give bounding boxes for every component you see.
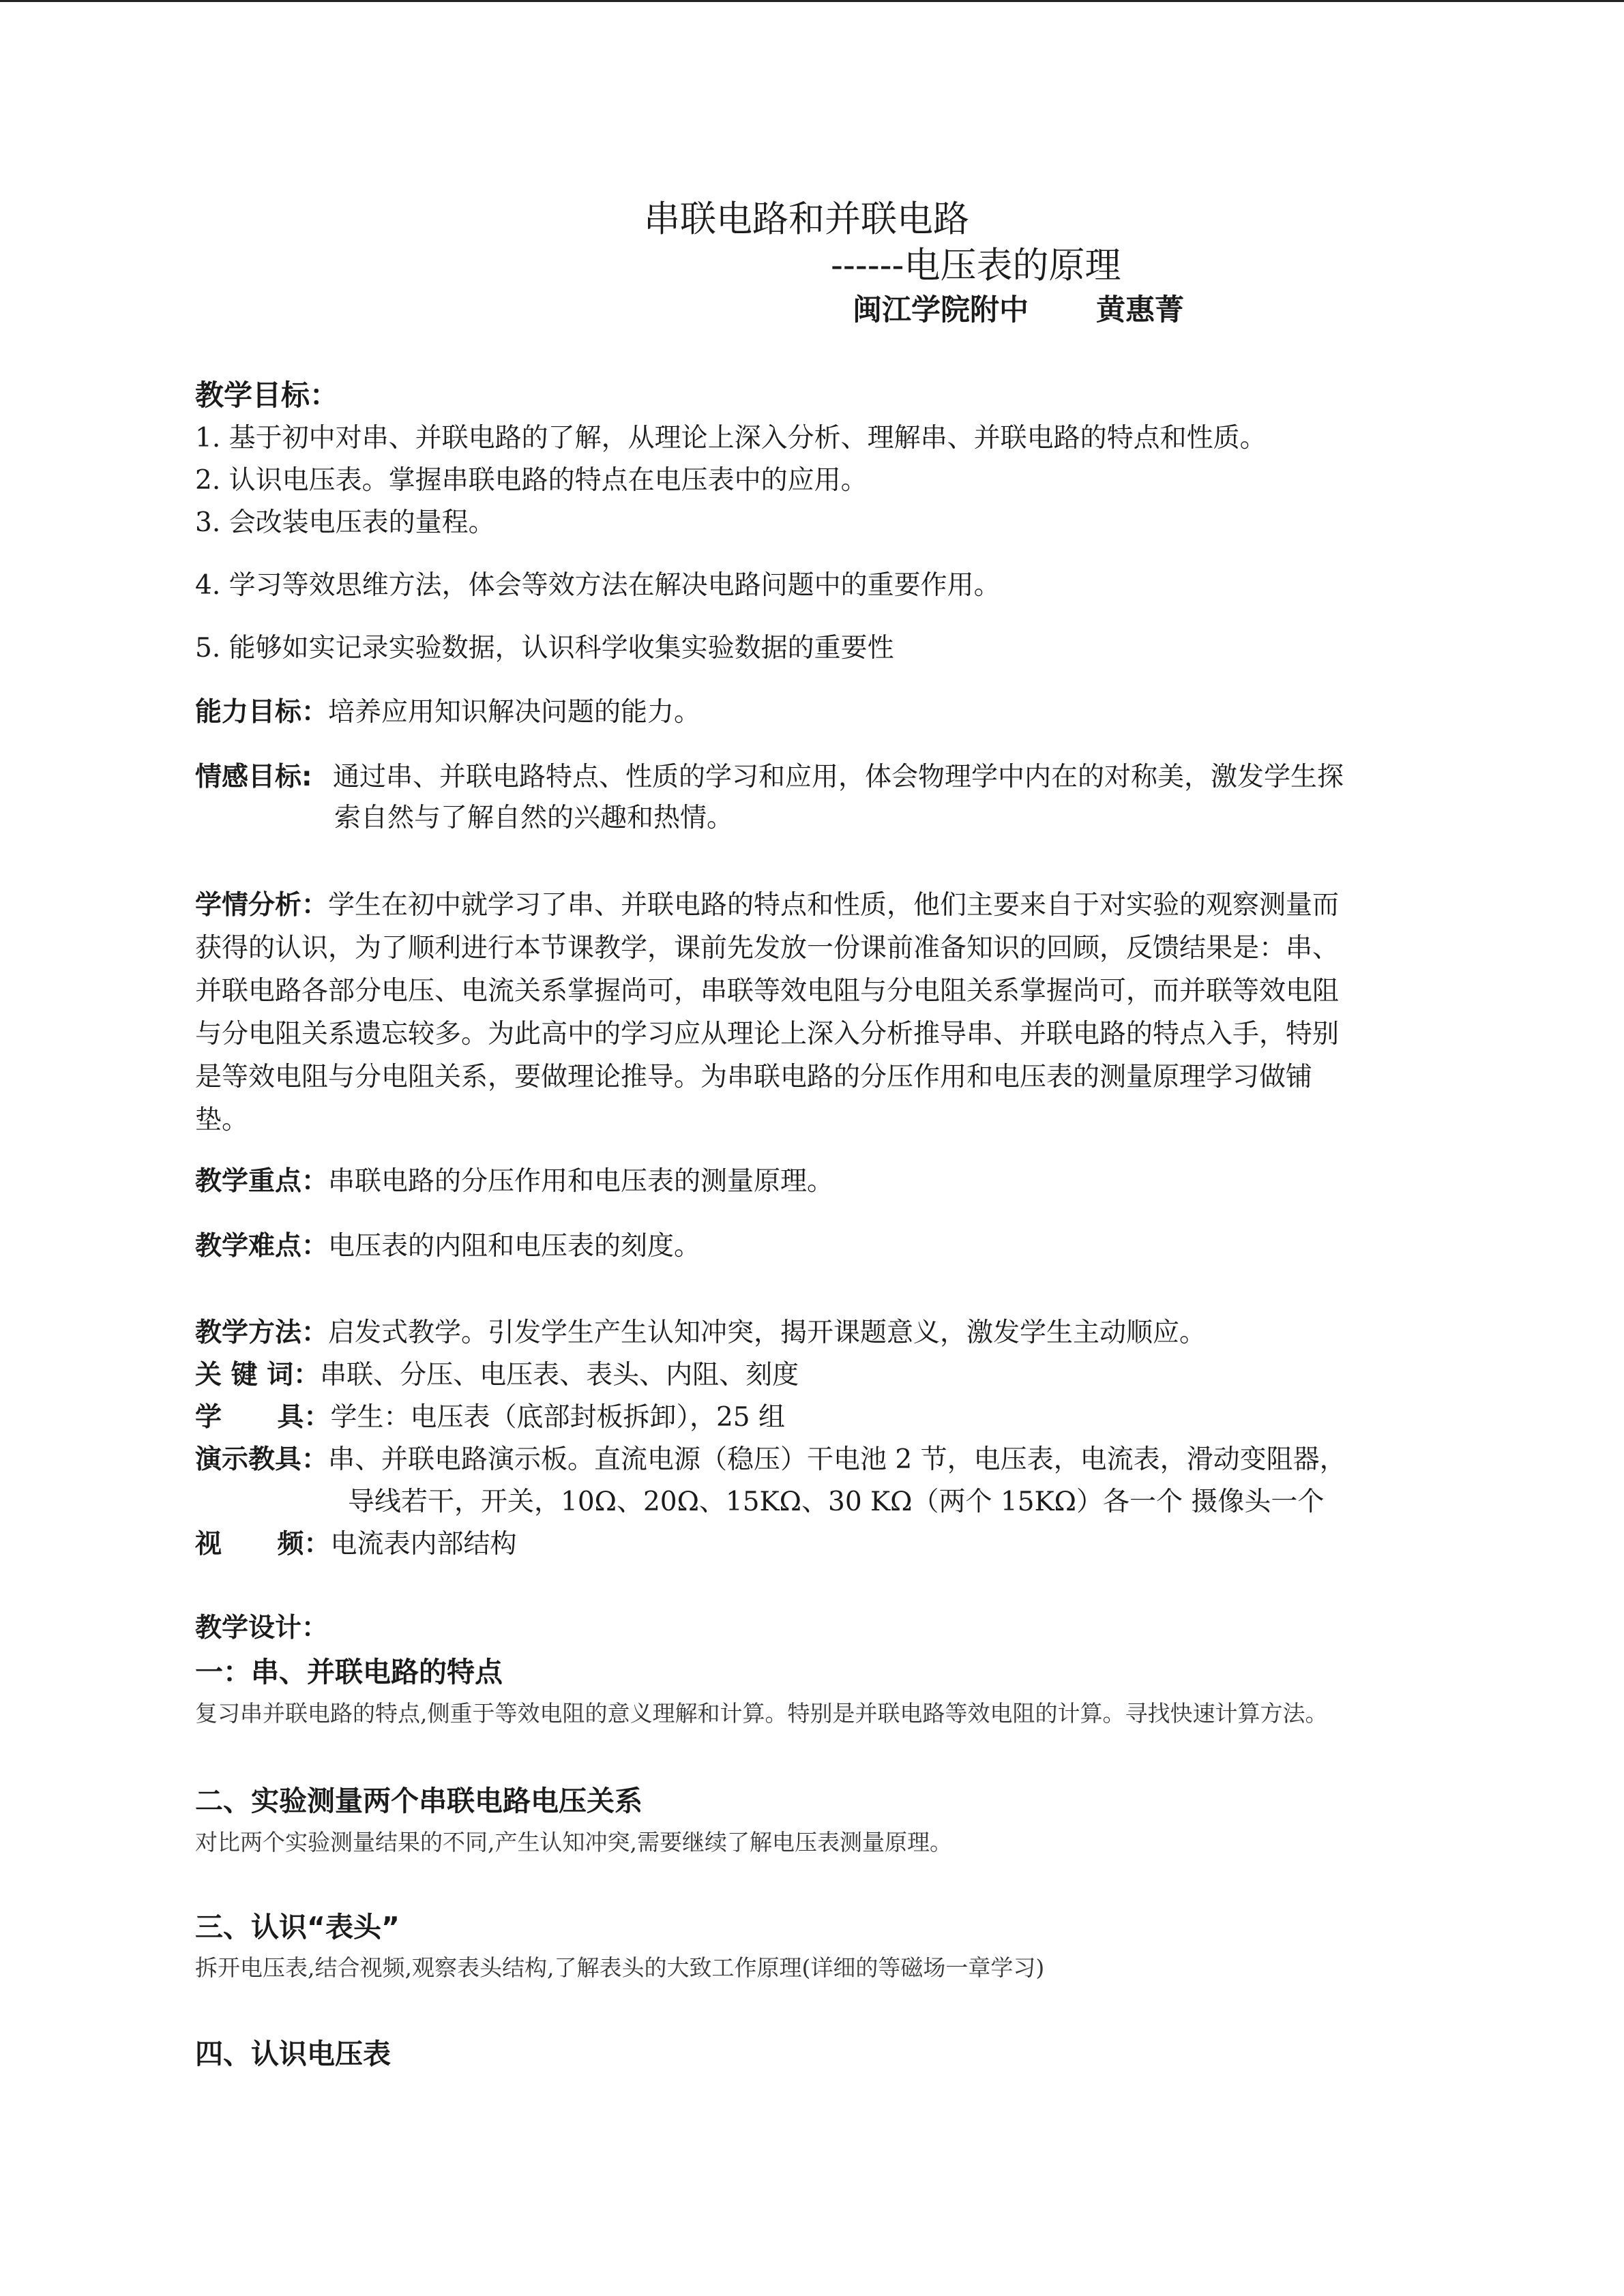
video-text: 电流表内部结构 bbox=[330, 1529, 517, 1560]
ability-label: 能力目标： bbox=[195, 697, 329, 728]
method-text: 启发式教学。引发学生产生认知冲突，揭开课题意义，激发学生主动顺应。 bbox=[328, 1317, 1207, 1348]
analysis-label: 学情分析： bbox=[195, 890, 329, 921]
analysis-text: 并联电路各部分电压、电流关系掌握尚可，串联等效电阻与分电阻关系掌握尚可，而并联等效电阻 bbox=[195, 976, 1340, 1007]
analysis-text: 获得的认识，为了顺利进行本节课教学，课前先发放一份课前准备知识的回顾，反馈结果是：串、 bbox=[195, 933, 1340, 964]
doc-subtitle: ------电压表的原理 bbox=[831, 245, 1121, 286]
school-name: 闽江学院附中 bbox=[853, 293, 1029, 327]
analysis-text: 是等效电阻与分电阻关系，要做理论推导。为串联电路的分压作用和电压表的测量原理学习做铺 bbox=[195, 1062, 1313, 1092]
tools-line bbox=[195, 1402, 785, 1434]
author-name: 黄惠菁 bbox=[1096, 293, 1184, 327]
analysis-line bbox=[195, 890, 1339, 922]
objective-item: 2. 认识电压表。掌握串联电路的特点在电压表中的应用。 bbox=[195, 465, 868, 496]
tools-label: 学 具： bbox=[195, 1402, 331, 1433]
emotion-text-1: 通过串、并联电路特点、性质的学习和应用，体会物理学中内在的对称美，激发学生探 bbox=[333, 762, 1344, 792]
design-heading: 教学设计： bbox=[195, 1613, 329, 1643]
keypoint-text: 串联电路的分压作用和电压表的测量原理。 bbox=[328, 1166, 834, 1197]
video-line bbox=[195, 1529, 516, 1561]
analysis-text-1: 学生在初中就学习了串、并联电路的特点和性质，他们主要来自于对实验的观察测量而 bbox=[328, 890, 1340, 921]
design-section-desc: 拆开电压表,结合视频,观察表头结构,了解表头的大致工作原理(详细的等磁场一章学习) bbox=[195, 1954, 1045, 1981]
objective-item: 3. 会改装电压表的量程。 bbox=[195, 507, 495, 538]
difficulty-line bbox=[195, 1231, 700, 1263]
design-section-desc: 复习串并联电路的特点,侧重于等效电阻的意义理解和计算。特别是并联电路等效电阻的计算。寻找快速计算方法。 bbox=[195, 1700, 1328, 1727]
method-line bbox=[195, 1317, 1206, 1350]
design-section-title: 二、实验测量两个串联电路电压关系 bbox=[195, 1785, 643, 1817]
objective-item: 4. 学习等效思维方法，体会等效方法在解决电路问题中的重要作用。 bbox=[195, 570, 1001, 601]
ability-line bbox=[195, 697, 700, 729]
tools-text: 学生：电压表（底部封板拆卸），25 组 bbox=[330, 1402, 785, 1433]
method-label: 教学方法： bbox=[195, 1317, 329, 1348]
design-section-desc: 对比两个实验测量结果的不同,产生认知冲突,需要继续了解电压表测量原理。 bbox=[195, 1829, 952, 1855]
keywords-label: 关 键 词： bbox=[195, 1360, 321, 1390]
emotion-line bbox=[195, 762, 1344, 794]
difficulty-text: 电压表的内阻和电压表的刻度。 bbox=[328, 1231, 701, 1262]
emotion-label: 情感目标: bbox=[195, 762, 312, 792]
demo-text-1: 串、并联电路演示板。直流电源（稳压）干电池 2 节，电压表，电流表，滑动变阻器， bbox=[328, 1444, 1346, 1475]
top-border bbox=[0, 0, 1624, 2]
keypoint-label: 教学重点： bbox=[195, 1166, 329, 1197]
keypoint-line bbox=[195, 1166, 833, 1198]
analysis-text: 与分电阻关系遗忘较多。为此高中的学习应从理论上深入分析推导串、并联电路的特点入手，特别 bbox=[195, 1019, 1340, 1049]
keywords-text: 串联、分压、电压表、表头、内阻、刻度 bbox=[320, 1360, 799, 1390]
objective-item: 5. 能够如实记录实验数据，认识科学收集实验数据的重要性 bbox=[195, 633, 894, 664]
demo-text-2: 导线若干，开关，10Ω、20Ω、15KΩ、30 KΩ（两个 15KΩ）各一个 摄像头一个 bbox=[348, 1487, 1325, 1517]
demo-line bbox=[195, 1444, 1346, 1476]
difficulty-label: 教学难点： bbox=[195, 1231, 329, 1262]
design-section-title: 一：串、并联电路的特点 bbox=[195, 1656, 503, 1688]
design-section-title: 三、认识“表头” bbox=[195, 1911, 400, 1943]
video-label: 视 频： bbox=[195, 1529, 331, 1560]
analysis-text: 垫。 bbox=[195, 1105, 249, 1135]
keywords-line bbox=[195, 1360, 799, 1392]
design-section-title: 四、认识电压表 bbox=[195, 2038, 391, 2070]
objective-item: 1. 基于初中对串、并联电路的了解，从理论上深入分析、理解串、并联电路的特点和性质。 bbox=[195, 423, 1267, 453]
demo-label: 演示教具： bbox=[195, 1444, 329, 1475]
emotion-text-2: 索自然与了解自然的兴趣和热情。 bbox=[334, 803, 734, 833]
objectives-heading: 教学目标： bbox=[195, 378, 339, 412]
ability-text: 培养应用知识解决问题的能力。 bbox=[328, 697, 701, 728]
doc-title: 串联电路和并联电路 bbox=[644, 198, 969, 240]
